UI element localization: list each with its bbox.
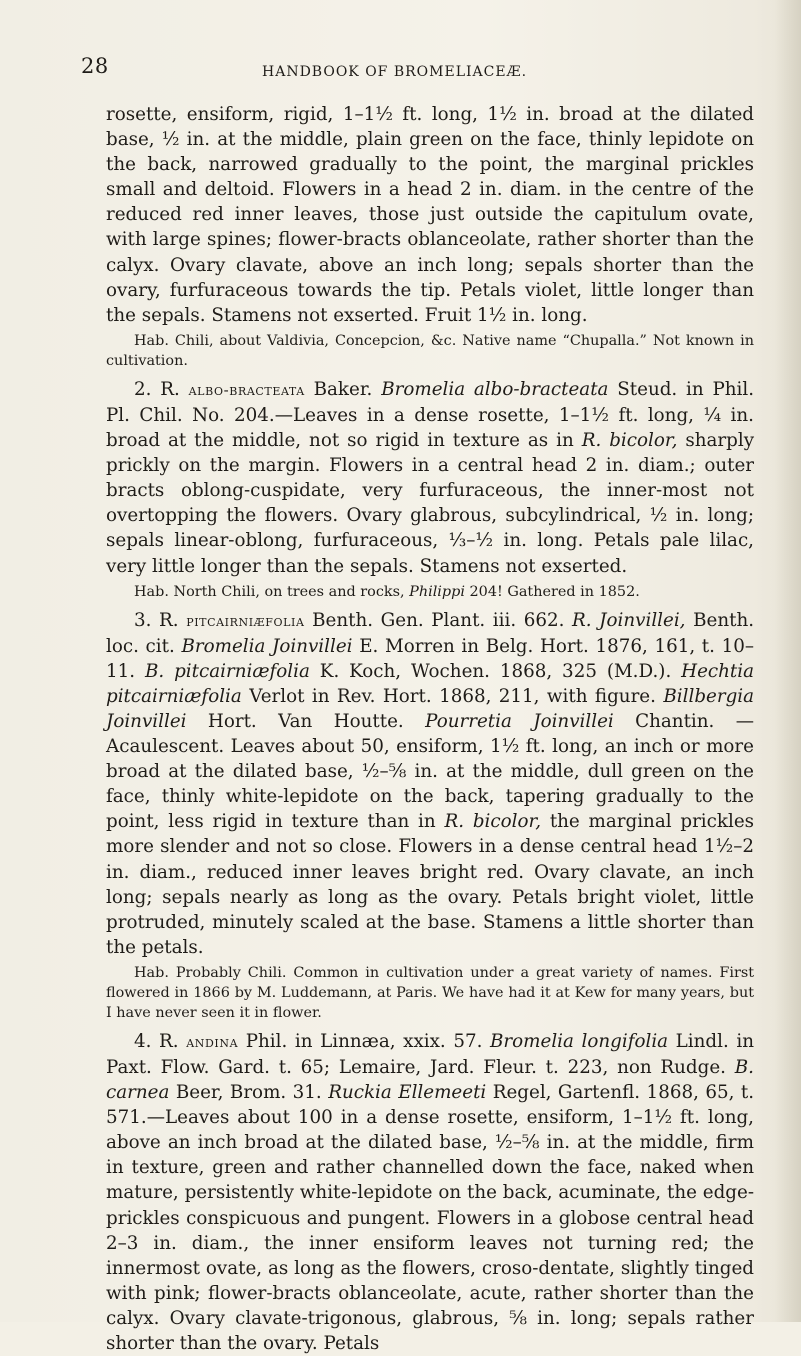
entry-text: K. Koch, Wochen. 1868, 325 (M.D.). [319, 660, 672, 682]
species-author: Baker. [313, 378, 373, 400]
entry-text: Gen. Plant. iii. 662. [380, 609, 565, 631]
page-number: 28 [81, 54, 109, 78]
collector-name: Philippi [409, 583, 465, 600]
continuation-paragraph: rosette, ensiform, rigid, 1–1½ ft. long, 1½ in. broad at the dilated base, ½ in. at the middle, plain green on the face, thinly lepidote on the back, narrowed gradually to the point, the marginal prickles small and deltoid. Flowers in a head 2 in. diam. in the centre of the reduced red inner leaves, those just outside the capitulum ovate, with large spines; flower-bracts oblanceolate, rather shorter than the calyx. Ovary clavate, above an inch long; sepals shorter than the ovary, furfuraceous towards the tip. Petals violet, little longer than the sepals. Stamens not exserted. Fruit 1½ in. long. [106, 104, 754, 326]
synonym: Pourretia Joinvillei [425, 710, 614, 732]
synonym: Ruckia Ellemeeti [328, 1082, 487, 1104]
entry-text: sharply prickly on the margin. Flowers in a central head 2 in. diam.; outer bracts oblong-cuspidate, very furfuraceous, the inner-most not overtopping the flowers. Ovary glabrous, subcylindrical, ½ in. long; sepals linear-oblong, furfuraceous, ⅓–½ in. long. Petals pale lilac, very little longer than the sepals. Stamens not exserted. [106, 430, 755, 577]
page-edge-shadow [775, 0, 801, 1322]
synonym: B. carnea [106, 1057, 754, 1104]
entry-text: Hort. Van Houtte. [207, 710, 404, 732]
habitat-text: 204! Gathered in 1852. [469, 583, 640, 600]
entry-text: Lindl. in Paxt. Flow. Gard. t. 65; Lemaire, Jard. Fleur. t. 223, non Rudge. [106, 1030, 754, 1078]
entry-text: in Linnæa, xxix. 57. [294, 1030, 483, 1052]
entry-text: Steud. in Phil. Pl. Chil. No. 204.—Leaves in a dense rosette, 1–1½ ft. long, ¼ in. broad at the middle, not so rigid in texture as in [106, 378, 755, 452]
species-name: albo-bracteata [188, 380, 305, 399]
synonym: R. Joinvillei, [572, 609, 686, 631]
synonym: Billbergia Joinvillei [106, 685, 755, 732]
species-entry-pitcairniaefolia [106, 608, 754, 960]
running-head: HANDBOOK OF BROMELIACEÆ. [262, 64, 528, 80]
entry-text: Regel, Gartenfl. 1868, 65, t. 571.—Leaves about 100 in a dense rosette, ensiform, 1–1½ ft. long, above an inch broad at the dilated base, ½–⅝ in. at the middle, firm in texture, green and rather channelled down the face, naked when mature, persistently white-lepidote on the back, acuminate, the edge-prickles conspicuous and pungent. Flowers in a globose central head 2–3 in. diam., the inner ensiform leaves not turning red; the innermost ovate, as long as the flowers, croso-dentate, slightly tinged with pink; flower-bracts oblanceolate, acute, rather shorter than the calyx. Ovary clavate-trigonous, glabrous, ⅝ in. long; sepals rather shorter than the ovary. Petals [106, 1082, 755, 1355]
entry-text: Verlot in Rev. Hort. 1868, 211, with figure. [249, 685, 656, 707]
species-author: Benth. [312, 609, 374, 631]
entry-number: 3. R. [134, 609, 179, 631]
synonym: R. bicolor, [444, 811, 542, 833]
species-entry-andina [106, 1029, 754, 1356]
synonym: R. bicolor, [581, 430, 678, 452]
habitat-note [106, 582, 754, 602]
habitat-note: Hab. Chili, about Valdivia, Concepcion, &c. Native name “Chupalla.” Not known in cultivation. [106, 332, 754, 369]
entry-text: the marginal prickles more slender and not so close. Flowers in a dense central head 1½–2 in. diam., reduced inner leaves bright red. Ovary clavate, an inch long; sepals nearly as long as the ovary. Petals bright violet, little protruded, minutely scaled at the base. Stamens a little shorter than the petals. [106, 811, 755, 958]
page-content [106, 102, 754, 1356]
synonym: B. pitcairniæfolia [144, 660, 310, 682]
synonym: Bromelia longifolia [490, 1030, 669, 1052]
species-name: andina [186, 1032, 239, 1051]
synonym: Hechtia pitcairniæfolia [106, 660, 755, 707]
habitat-note: Hab. Probably Chili. Common in cultivation under a great variety of names. First flowered in 1866 by M. Luddemann, at Paris. We have had it at Kew for many years, but I have never seen it in flower. [106, 964, 754, 1021]
species-author: Phil. [245, 1030, 288, 1052]
entry-number: 4. R. [134, 1030, 179, 1052]
synonym: Bromelia Joinvillei [181, 635, 353, 657]
entry-number: 2. R. [134, 378, 180, 400]
entry-text: E. Morren in Belg. Hort. 1876, 161, t. 10–11. [106, 635, 755, 682]
species-name: pitcairniæfolia [186, 611, 305, 630]
entry-text: Beer, Brom. 31. [175, 1082, 322, 1104]
synonym: Bromelia albo-bracteata [381, 378, 609, 400]
habitat-text: Hab. North Chili, on trees and rocks, [134, 583, 405, 600]
entry-text: Benth. loc. cit. [106, 609, 755, 657]
entry-text: Chantin. —Acaulescent. Leaves about 50, ensiform, 1½ ft. long, an inch or more broad at the dilated base, ½–⅝ in. at the middle, dull green on the face, thinly white-lepidote on the back, tapering gradually to the point, less rigid in texture than in [106, 710, 755, 833]
species-entry-albo-bracteata [106, 377, 754, 579]
